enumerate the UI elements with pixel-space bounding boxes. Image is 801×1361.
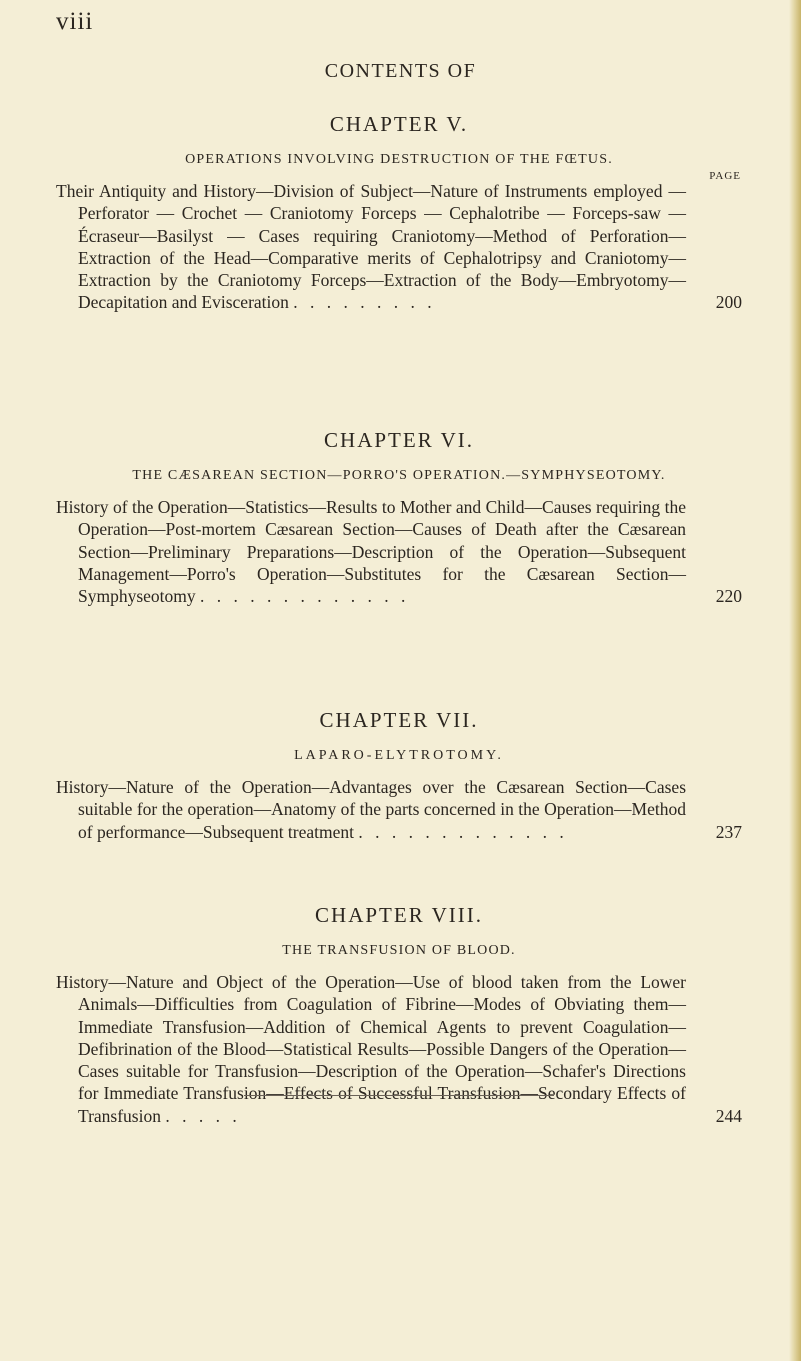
page-number: 237 bbox=[715, 821, 742, 842]
chapter-contents-entry bbox=[56, 971, 742, 1127]
page-number: 220 bbox=[715, 586, 742, 607]
page-edge bbox=[789, 0, 801, 1361]
dot-leaders: . . . . . . . . . bbox=[293, 292, 436, 313]
entry-text: History—Nature of the Operation—Advantages over the Cæsarean Section—Cases suitable for the operation—Anatomy of the parts concerned in the Operation—Method of performance—Subsequent treatment bbox=[56, 777, 686, 842]
chapter-title: CHAPTER V. bbox=[329, 112, 469, 136]
chapter-8 bbox=[56, 903, 742, 1127]
chapter-contents-entry bbox=[56, 180, 742, 314]
dot-leaders: . . . . . . . . . . . . . bbox=[358, 821, 568, 842]
dot-leaders: . . . . . bbox=[165, 1105, 241, 1126]
page-column-label: PAGE bbox=[709, 170, 741, 182]
dot-leaders: . . . . . . . . . . . . . bbox=[200, 586, 410, 607]
chapter-5 bbox=[56, 112, 742, 314]
entry-text: History of the Operation—Statistics—Results to Mother and Child—Causes requiring the Operation—Post-mortem Cæsarean Section—Causes of Death after the Cæsarean Section—Preliminary Preparations—Description of the Operation—Subsequent Management—Porro's Operation—Substitutes for the Cæsarean Section—Symphyseotomy bbox=[56, 497, 686, 607]
chapter-7 bbox=[56, 708, 742, 843]
chapter-subtitle: THE TRANSFUSION OF BLOOD. bbox=[282, 943, 516, 958]
page-number: 244 bbox=[715, 1105, 742, 1126]
page-folio: viii bbox=[56, 8, 94, 35]
closing-rule bbox=[244, 1095, 554, 1096]
chapter-subtitle: LAPARO-ELYTROTOMY. bbox=[294, 748, 504, 763]
chapter-subtitle: OPERATIONS INVOLVING DESTRUCTION OF THE FŒTUS. bbox=[185, 152, 613, 167]
chapter-contents-entry bbox=[56, 496, 742, 607]
chapter-title: CHAPTER VI. bbox=[324, 428, 474, 452]
chapter-subtitle: THE CÆSAREAN SECTION—PORRO'S OPERATION.—SYMPHYSEOTOMY. bbox=[132, 468, 666, 483]
chapter-contents-entry bbox=[56, 776, 742, 843]
entry-text: History—Nature and Object of the Operation—Use of blood taken from the Lower Animals—Difficulties from Coagulation of Fibrine—Modes of Obviating them—Immediate Transfusion—Addition of Chemical Agents to prevent Coagulation—Defibrination of the Blood—Statistical Results—Possible Dangers of the Operation—Cases suitable for Transfusion—Description of the Operation—Schafer's Directions for Immediate Transfusion—Effects of Successful Transfusion—Secondary Effects of Transfusion bbox=[56, 972, 686, 1126]
page-number: 200 bbox=[715, 292, 742, 313]
running-head: CONTENTS OF bbox=[324, 60, 477, 82]
entry-text: Their Antiquity and History—Division of Subject—Nature of Instruments employed — Perforator — Crochet — Craniotomy Forceps — Cephalotribe — Forceps-saw — Écraseur—Basilyst — Cases requiring Craniotomy—Method of Perforation—Extraction of the Head—Comparative merits of Cephalotripsy and Craniotomy—Extraction by the Craniotomy Forceps—Extraction of the Body—Embryotomy—Decapitation and Evisceration bbox=[56, 181, 686, 313]
chapter-6 bbox=[56, 428, 742, 607]
chapter-title: CHAPTER VII. bbox=[319, 708, 479, 732]
chapter-title: CHAPTER VIII. bbox=[315, 903, 483, 927]
